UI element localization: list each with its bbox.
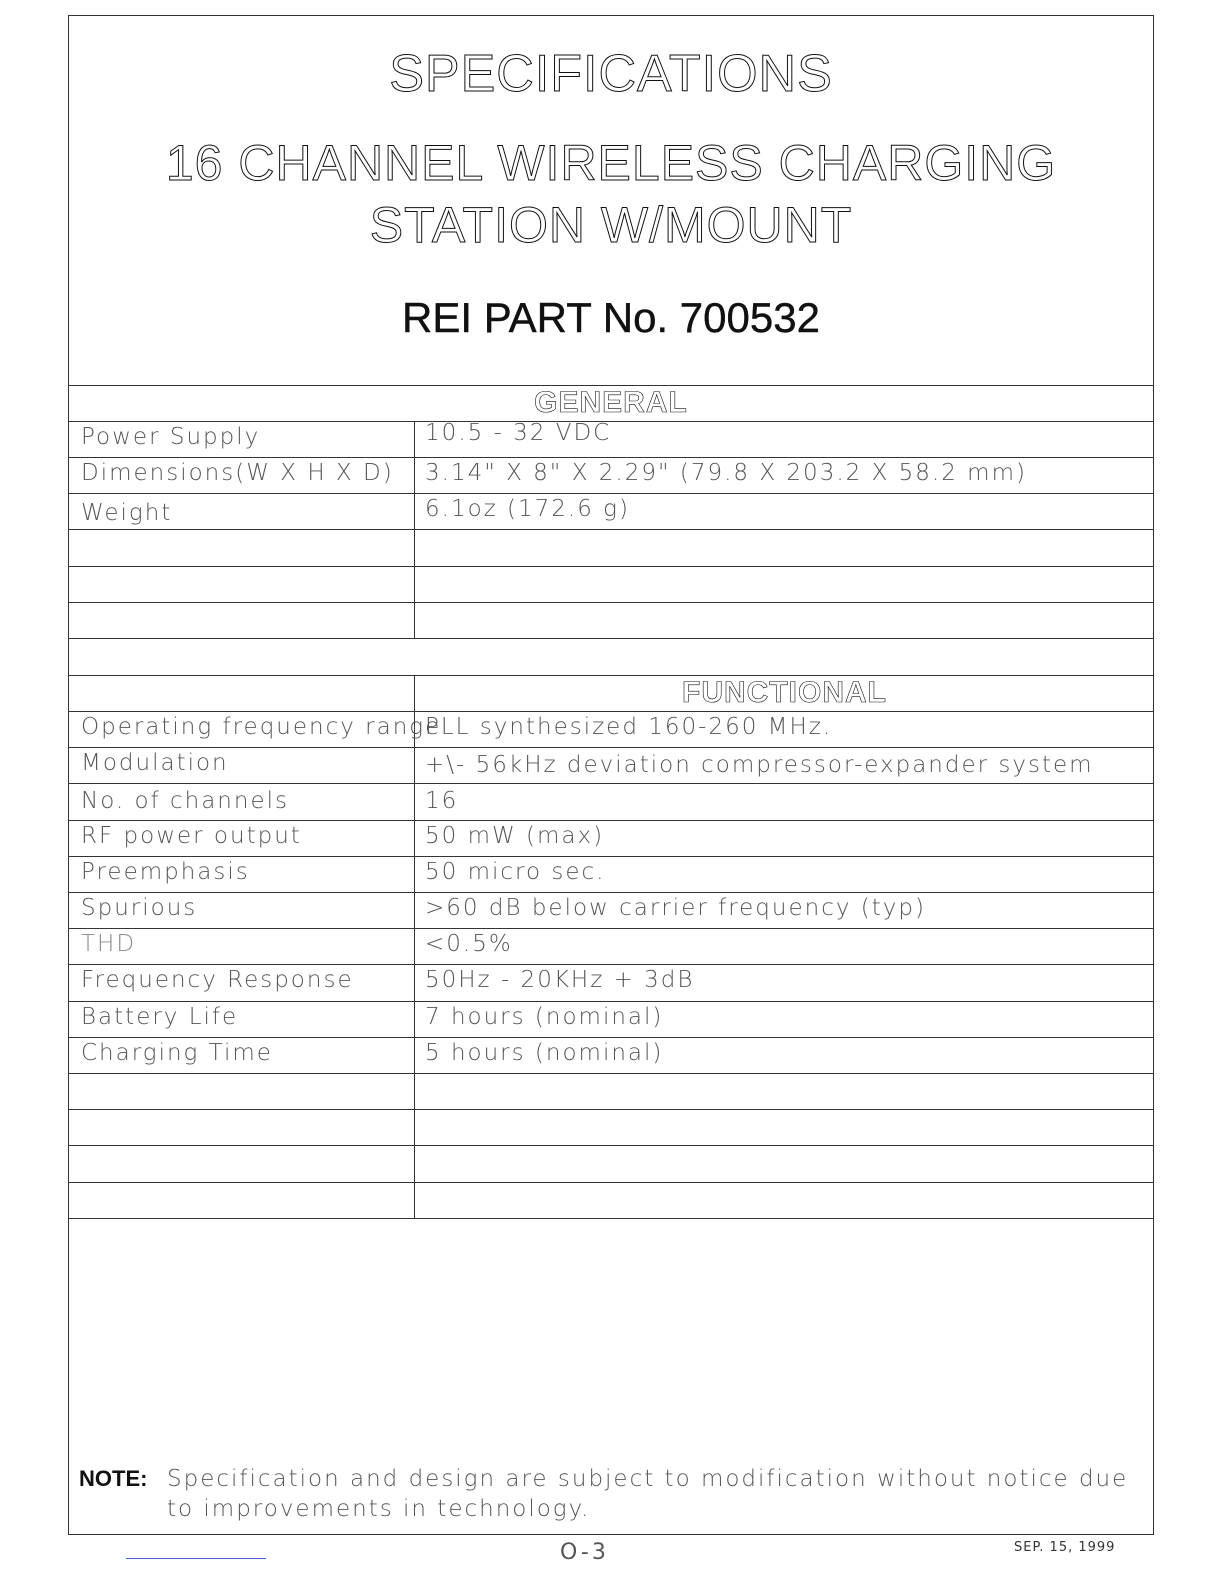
note-label: NOTE:: [79, 1466, 148, 1491]
spec-label: Weight: [81, 500, 173, 526]
document-date: SEP. 15, 1999: [1014, 1540, 1116, 1555]
spec-value: PLL synthesized 160-260 MHz.: [425, 714, 833, 740]
table-row: [69, 458, 1153, 494]
table-rule: [69, 1218, 1153, 1219]
spec-label: Operating frequency range: [81, 714, 442, 740]
spec-value: <0.5%: [425, 931, 513, 957]
table-row: [69, 857, 1153, 893]
table-row: [69, 748, 1153, 784]
spec-label: No. of channels: [81, 788, 289, 814]
table-row: [69, 530, 1153, 566]
spec-label: Charging Time: [81, 1040, 273, 1066]
spec-label: Battery Life: [81, 1004, 239, 1030]
page-number: O-3: [560, 1540, 609, 1565]
table-row: [69, 929, 1153, 965]
table-row: [69, 965, 1153, 1001]
table-row: [69, 1146, 1153, 1182]
spec-value: 6.1oz (172.6 g): [425, 496, 630, 522]
table-row: [69, 603, 1153, 639]
page-title: SPECIFICATIONS: [389, 45, 833, 103]
table-row: [69, 821, 1153, 857]
table-row: [69, 893, 1153, 929]
spec-label: Preemphasis: [81, 859, 250, 885]
table-row: [69, 1002, 1153, 1038]
spec-value: 5 hours (nominal): [425, 1040, 664, 1066]
spec-value: 50Hz - 20KHz + 3dB: [425, 967, 695, 993]
spec-value: 50 micro sec.: [425, 859, 606, 885]
table-row: [69, 1074, 1153, 1110]
spec-value: +\- 56kHz deviation compressor-expander system: [425, 752, 1094, 778]
table-row: [69, 1038, 1153, 1074]
table-row: [69, 784, 1153, 820]
table-row: [69, 1183, 1153, 1219]
spec-label: Frequency Response: [81, 967, 354, 993]
table-rule: [69, 638, 1153, 639]
functional-heading: FUNCTIONAL: [682, 676, 887, 709]
spec-value: 3.14" X 8" X 2.29" (79.8 X 203.2 X 58.2 mm): [425, 460, 1027, 486]
spec-value: 7 hours (nominal): [425, 1004, 664, 1030]
spec-label: Power Supply: [81, 424, 261, 450]
spec-label: Dimensions(W X H X D): [81, 460, 394, 486]
spec-label: RF power output: [81, 823, 302, 849]
general-heading: GENERAL: [534, 386, 688, 419]
spec-value: 50 mW (max): [425, 823, 605, 849]
table-row: [69, 1110, 1153, 1146]
spec-label: Modulation: [81, 750, 229, 776]
table-row: [69, 712, 1153, 748]
part-number: REI PART No. 700532: [402, 294, 820, 341]
note-text: Specification and design are subject to modification without notice due to improvements in technology.: [167, 1466, 1129, 1522]
table-row: [69, 494, 1153, 530]
spec-value: 16: [425, 788, 459, 814]
footer-underline: [126, 1558, 266, 1559]
table-row: [69, 567, 1153, 603]
spec-value: >60 dB below carrier frequency (typ): [425, 895, 926, 921]
product-title-line2: STATION W/MOUNT: [369, 197, 853, 253]
spec-label: Spurious: [81, 895, 198, 921]
product-title-line1: 16 CHANNEL WIRELESS CHARGING: [165, 135, 1057, 191]
table-row: [69, 422, 1153, 458]
spec-value: 10.5 - 32 VDC: [425, 420, 612, 446]
spec-label: THD: [81, 931, 137, 957]
spec-sheet-frame: [68, 15, 1154, 1535]
